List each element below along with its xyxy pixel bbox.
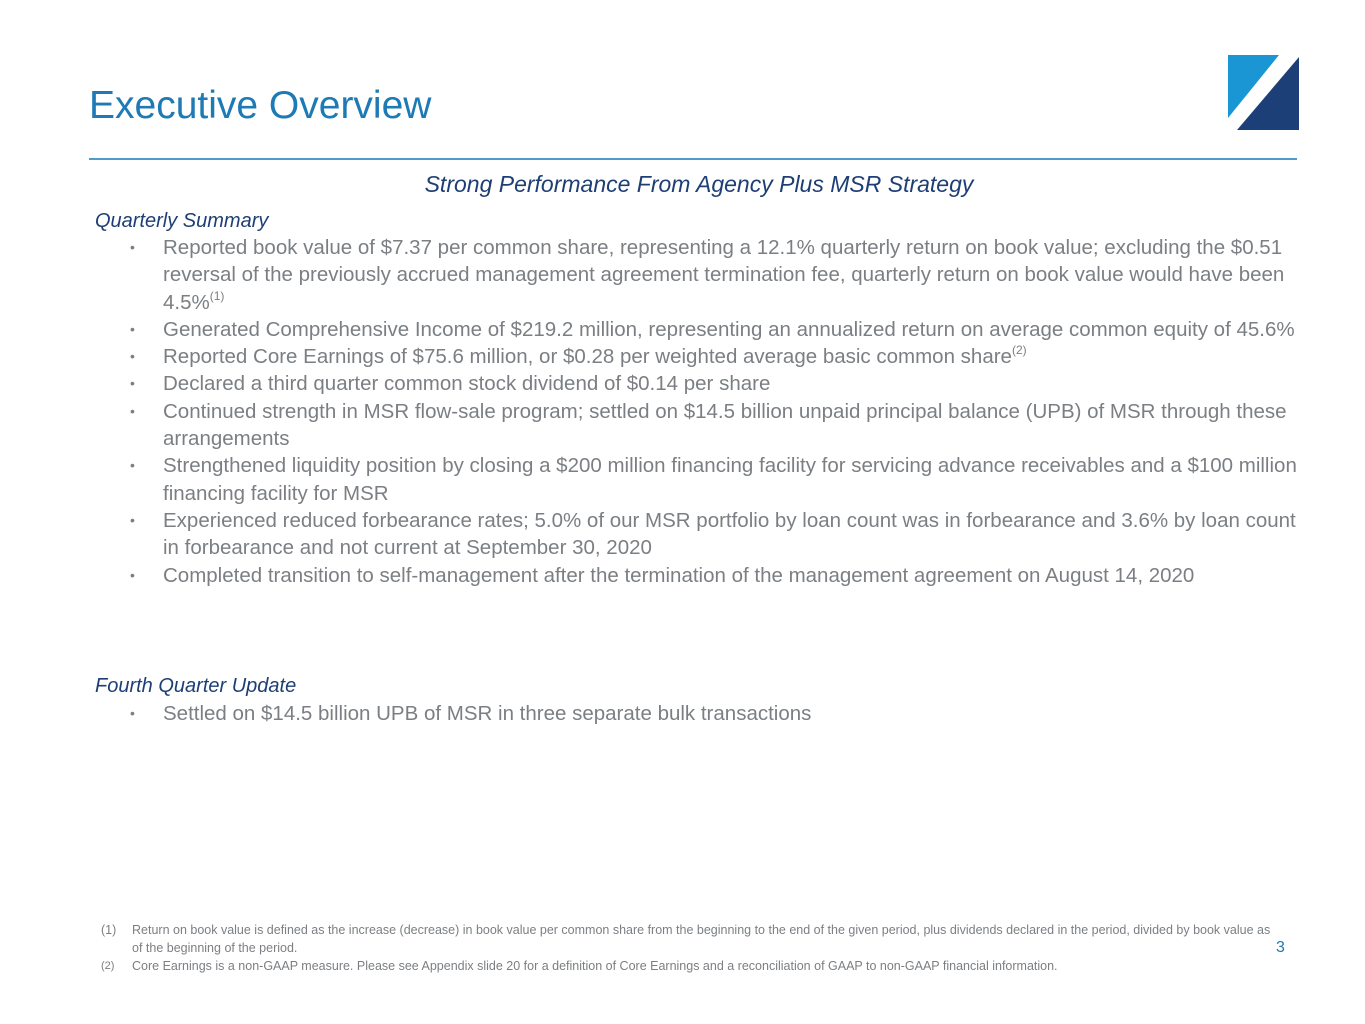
- list-item: [125, 507, 1297, 562]
- footnote-text: Return on book value is defined as the increase (decrease) in book value per common share from the beginning to the end of the given period, plus dividends declared in the period, divided by book value as of the beginning of the period.: [132, 923, 1271, 955]
- list-item-text: Generated Comprehensive Income of $219.2 million, representing an annualized return on average common equity of 45.6%: [163, 317, 1295, 341]
- footnote-reference: (1): [209, 288, 225, 303]
- bullet-icon: •: [130, 348, 135, 365]
- bullet-icon: •: [130, 457, 135, 474]
- list-item-text: Experienced reduced forbearance rates; 5.0% of our MSR portfolio by loan count was in forbearance and 3.6% by loan count in forbearance and not current at September 30, 2020: [163, 508, 1296, 560]
- list-item: [125, 234, 1297, 316]
- list-item: [125, 452, 1297, 507]
- list-item: [125, 700, 1297, 727]
- list-item-text: Completed transition to self-management after the termination of the management agreement on August 14, 2020: [163, 563, 1195, 587]
- page-number: 3: [1276, 939, 1285, 956]
- quarterly-summary-list: [125, 234, 1297, 589]
- footnote-marker: (1): [101, 923, 117, 937]
- list-item-text: Continued strength in MSR flow-sale program; settled on $14.5 billion unpaid principal balance (UPB) of MSR through these arrangements: [163, 399, 1287, 451]
- fourth-quarter-update-list: [125, 700, 1297, 727]
- list-item: [125, 398, 1297, 453]
- bullet-icon: •: [130, 705, 135, 721]
- bullet-icon: •: [130, 566, 135, 583]
- header-divider: [89, 158, 1297, 160]
- list-item-text: Reported book value of $7.37 per common share, representing a 12.1% quarterly return on book value; excluding the $0.51 reversal of the previously accrued management agreement termination fee, quarterly return on book value would have been 4.5%: [163, 236, 1285, 314]
- fourth-quarter-update-heading: Fourth Quarter Update: [95, 675, 297, 697]
- footnote-marker: (2): [101, 960, 115, 972]
- footnote-reference: (2): [1011, 343, 1027, 358]
- list-item: [125, 343, 1297, 370]
- list-item-text: Strengthened liquidity position by closing a $200 million financing facility for servicing advance receivables and a $100 million financing facility for MSR: [163, 454, 1297, 505]
- bullet-icon: •: [130, 402, 135, 419]
- list-item-text: Settled on $14.5 billion UPB of MSR in three separate bulk transactions: [163, 702, 812, 725]
- company-logo-icon: [1228, 55, 1299, 130]
- list-item: [125, 316, 1297, 343]
- page-title: Executive Overview: [89, 84, 432, 127]
- footnotes: [101, 921, 1271, 975]
- list-item: [125, 562, 1297, 589]
- footnote: [101, 957, 1271, 975]
- bullet-icon: •: [130, 320, 135, 337]
- bullet-icon: •: [130, 511, 135, 528]
- footnote: [101, 921, 1271, 957]
- slide-subtitle: Strong Performance From Agency Plus MSR Strategy: [424, 171, 974, 197]
- list-item-text: Reported Core Earnings of $75.6 million, or $0.28 per weighted average basic common share: [163, 345, 1012, 369]
- footnote-text: Core Earnings is a non-GAAP measure. Please see Appendix slide 20 for a definition of Core Earnings and a reconciliation of GAAP to non-GAAP financial information.: [132, 959, 1058, 973]
- quarterly-summary-heading: Quarterly Summary: [95, 210, 269, 232]
- bullet-icon: •: [130, 375, 135, 392]
- bullet-icon: •: [130, 239, 135, 255]
- list-item-text: Declared a third quarter common stock dividend of $0.14 per share: [163, 372, 771, 396]
- list-item: [125, 370, 1297, 397]
